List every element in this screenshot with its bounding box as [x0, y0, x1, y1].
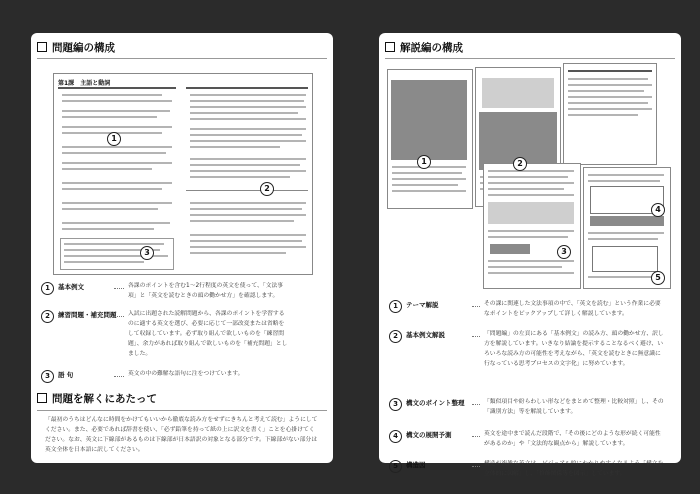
item-desc: 英文を途中まで読んだ段階で、「その後にどのような形が続く可能性があるのか」や「文法的な観点から」解説しています。	[484, 431, 661, 447]
chapter-title: 主語と動詞	[80, 80, 111, 87]
item-label: 構造図	[406, 461, 426, 469]
left-item-3	[41, 369, 323, 383]
chapter-label: 第1課	[58, 80, 75, 87]
right-item-5	[389, 459, 671, 479]
item-label: 練習問題・補充問題	[58, 311, 117, 319]
left-item-1	[41, 281, 323, 301]
item-label: 語 句	[58, 371, 74, 379]
marker-2: 2	[513, 157, 527, 171]
marker-1: 1	[417, 155, 431, 169]
item-desc: 入試に出題された読解問題から、各課のポイントを学習するのに適する英文を選び、必要に応じて一部改変または省略をして収録しています。必ず取り組んで欲しいものを「練習問題」、余力があれば取り組んで欲しいものを「補充問題」としました。	[128, 311, 288, 357]
item-number: 1	[41, 282, 54, 295]
item-label: 構文のポイント整理	[406, 399, 465, 407]
item-label: 構文の展開予測	[406, 431, 452, 439]
marker-2: 2	[260, 182, 274, 196]
right-item-2	[389, 329, 671, 369]
left-header-text: 問題編の構成	[52, 41, 115, 54]
item-desc: 各課のポイントを含む1～2行程度の英文を使って、「文法事項」と「英文を読むときの頭の働かせ方」を確認します。	[128, 283, 284, 299]
item-label: 基本例文解説	[406, 331, 445, 339]
problem-page-sample	[53, 73, 313, 275]
item-number: 4	[389, 430, 402, 443]
section2-header	[37, 389, 157, 407]
item-number: 3	[389, 398, 402, 411]
marker-3: 3	[140, 246, 154, 260]
marker-4: 4	[651, 203, 665, 217]
section2-paragraph: 「最初のうちはどんなに時間をかけてもいいから徹底な読み方をせずにきちんと考えて読む」ようにしてください。また、必要であれば辞書を使い、「必ず鉛筆を持って紙の上に訳文を書く」ことを心掛けてください。なお、英文に下線部があるものは下線部が日本語訳の対象となる部分です。下線部がない部分は英文全体を日本語に訳してください。	[45, 417, 318, 453]
item-number: 5	[389, 460, 402, 473]
item-number: 3	[41, 370, 54, 383]
left-item-2	[41, 309, 323, 359]
square-bullet-icon	[37, 42, 47, 52]
item-number: 2	[389, 330, 402, 343]
right-item-1	[389, 299, 671, 319]
header-rule	[37, 58, 327, 59]
left-page	[31, 33, 333, 463]
marker-5: 5	[651, 271, 665, 285]
item-number: 2	[41, 310, 54, 323]
item-desc: 「問題編」の左頁にある「基本例文」の読み方、頭の働かせ方、訳し方を解説しています。いきなり結論を提示することなるべく避け、いろいろな読み方の可能性を考えながら、「英文を読むときに無意識に行なっている思考プロセスの文字化」に努めています。	[484, 331, 664, 367]
item-label: 基本例文	[58, 283, 84, 291]
section2-rule	[37, 410, 327, 411]
explanation-page-sample	[387, 63, 672, 288]
right-page	[379, 33, 681, 477]
header-rule	[385, 58, 675, 59]
item-desc: 英文の中の難解な語句に注をつけています。	[128, 371, 244, 377]
square-bullet-icon	[37, 393, 47, 403]
right-item-3	[389, 397, 671, 417]
item-desc: 構造が複雑な英文は、ビジュアル的にわかりやすくなるよう「構文を立体的に図解」し、「修飾関係等を図示」しています。	[484, 461, 664, 477]
item-number: 1	[389, 300, 402, 313]
section2-header-text: 問題を解くにあたって	[52, 392, 157, 405]
item-desc: その課に関連した文法事項の中で、「英文を読む」という作業に必要なポイントをピックアップして詳しく解説しています。	[484, 301, 661, 317]
right-item-4	[389, 429, 671, 449]
right-header	[385, 38, 463, 56]
item-desc: 「類似項目や紛らわしい形などをまとめて整理・比較対照」し、その「識別方法」等を解説しています。	[484, 399, 664, 415]
marker-3: 3	[557, 245, 571, 259]
right-header-text: 解説編の構成	[400, 41, 463, 54]
marker-1: 1	[107, 132, 121, 146]
item-label: テーマ解説	[406, 301, 439, 309]
left-header	[37, 38, 115, 56]
square-bullet-icon	[385, 42, 395, 52]
